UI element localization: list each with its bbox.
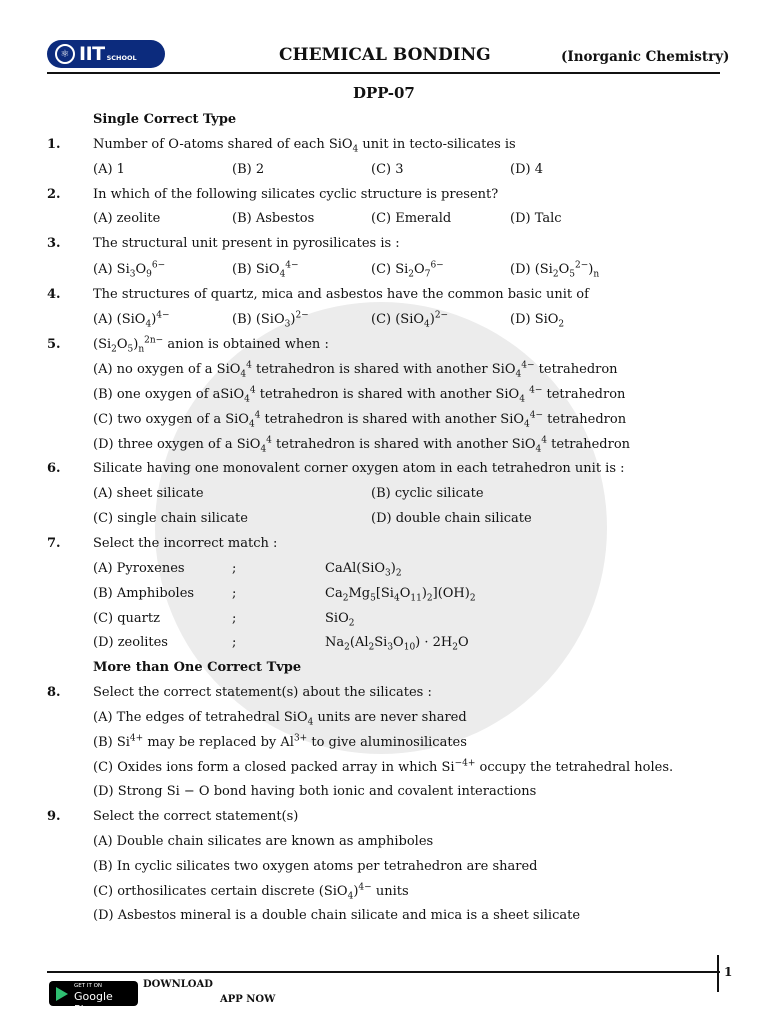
- section-heading-single: Single Correct Type: [93, 112, 237, 127]
- question-text: Number of O-atoms shared of each SiO$_4$ unit in tecto-silicates is: [93, 137, 516, 155]
- option: (B) cyclic silicate: [371, 486, 484, 501]
- option: (D) Strong Si − O bond having both ionic and covalent interactions: [93, 784, 537, 799]
- option: (C) $Si_2O_7^{6-}$: [371, 260, 444, 280]
- match-formula: $Na_2(Al_2Si_3O_{10}) \cdot 2H_2O$: [325, 635, 469, 653]
- question-number: 5.: [47, 337, 61, 352]
- page-number: 1: [724, 965, 733, 979]
- subject-label: (Inorganic Chemistry): [561, 49, 730, 65]
- atom-icon: ⚛: [55, 44, 75, 64]
- option: (A) no oxygen of a SiO$_4^4$ tetrahedron is shared with another SiO$_4^{4-}$ tetrahedron: [93, 360, 618, 380]
- option: (D) three oxygen of a SiO$_4^4$ tetrahedron is shared with another SiO$_4^4$ tetrahedron: [93, 435, 631, 455]
- option: (D) Asbestos mineral is a double chain silicate and mica is a sheet silicate: [93, 908, 581, 923]
- logo-subtext: SCHOOL: [106, 54, 137, 62]
- download-label: DOWNLOAD: [143, 979, 213, 990]
- badge-big-text: Google Play: [74, 990, 113, 1016]
- question-number: 4.: [47, 287, 61, 302]
- app-now-label: APP NOW: [220, 994, 276, 1005]
- option: (D) Talc: [510, 211, 562, 226]
- option: (B) In cyclic silicates two oxygen atoms per tetrahedron are shared: [93, 859, 538, 874]
- option: (C) Emerald: [371, 211, 452, 226]
- option: (D) 4: [510, 162, 543, 177]
- section-heading-multiple: More than One Correct Tvpe: [93, 660, 302, 675]
- option: (C) two oxygen of a SiO$_4^4$ tetrahedron is shared with another SiO$_4^{4-}$ tetrahedron: [93, 410, 627, 430]
- question-text: Silicate having one monovalent corner oxygen atom in each tetrahedron unit is :: [93, 461, 625, 476]
- match-formula: $Ca_2Mg_5[Si_4O_{11})_2](OH)_2$: [325, 586, 476, 604]
- option: (C) orthosilicates certain discrete $(SiO_4)^{4-}$ units: [93, 882, 409, 902]
- option: (C) single chain silicate: [93, 511, 248, 526]
- logo-text: IIT: [79, 43, 105, 65]
- question-number: 3.: [47, 236, 61, 251]
- question-text: Select the incorrect match :: [93, 536, 278, 551]
- question-text: In which of the following silicates cyclic structure is present?: [93, 187, 499, 202]
- question-text: The structures of quartz, mica and asbestos have the common basic unit of: [93, 287, 589, 302]
- match-name: (C) quartz: [93, 611, 160, 626]
- question-text: Select the correct statement(s): [93, 809, 299, 824]
- question-text: $(Si_2O_5)_n^{2n-}$ anion is obtained when :: [93, 335, 329, 355]
- match-name: (B) Amphiboles: [93, 586, 195, 601]
- header-divider: [47, 72, 720, 74]
- question-number: 8.: [47, 685, 61, 700]
- google-play-badge[interactable]: [49, 981, 138, 1016]
- question-text: The structural unit present in pyrosilicates is :: [93, 236, 400, 251]
- question-number: 7.: [47, 536, 61, 551]
- option: (B) $Si^{4+}$ may be replaced by $Al^{3+}$ to give aluminosilicates: [93, 733, 467, 750]
- iit-school-logo: [47, 40, 165, 68]
- match-separator: ;: [232, 635, 237, 650]
- option: (D) $(Si_2O_5^{2-})_n$: [510, 260, 600, 280]
- match-formula: SiO$_2$: [325, 611, 355, 629]
- option: (A) sheet silicate: [93, 486, 204, 501]
- option: (C) $(SiO_4)^{2-}$: [371, 310, 449, 330]
- option: (B) 2: [232, 162, 265, 177]
- question-number: 1.: [47, 137, 61, 152]
- option: (B) Asbestos: [232, 211, 315, 226]
- question-number: 9.: [47, 809, 61, 824]
- option: (B) SiO$_4^{4-}$: [232, 260, 299, 280]
- question-number: 2.: [47, 187, 61, 202]
- option: (A) The edges of tetrahedral SiO$_4$ units are never shared: [93, 710, 467, 728]
- match-name: (A) Pyroxenes: [93, 561, 185, 576]
- footer-vertical-bar: [717, 955, 719, 992]
- match-separator: ;: [232, 611, 237, 626]
- question-number: 6.: [47, 461, 61, 476]
- match-formula: $CaAl(SiO_3)_2$: [325, 561, 402, 579]
- option: (A) Double chain silicates are known as amphiboles: [93, 834, 434, 849]
- match-name: (D) zeolites: [93, 635, 168, 650]
- footer-divider: [47, 971, 720, 973]
- option: (A) 1: [93, 162, 125, 177]
- option: (C) Oxides ions form a closed packed array in which $Si^{-4+}$ occupy the tetrahedral holes.: [93, 758, 674, 775]
- badge-small-text: GET IT ON: [74, 983, 103, 989]
- option: (B) one oxygen of aSiO$_4^4$ tetrahedron is shared with another SiO$_4$ $^{4-}$ tetrahedron: [93, 385, 626, 405]
- option: (A) $Si_3O_9^{6-}$: [93, 260, 166, 280]
- play-triangle-icon: [56, 987, 68, 1001]
- option: (A) $(SiO_4)^{4-}$: [93, 310, 170, 330]
- option: (C) 3: [371, 162, 404, 177]
- match-separator: ;: [232, 586, 237, 601]
- option: (B) $(SiO_3)^{2-}$: [232, 310, 309, 330]
- option: (D) SiO$_2$: [510, 312, 565, 330]
- question-text: Select the correct statement(s) about the silicates :: [93, 685, 432, 700]
- match-separator: ;: [232, 561, 237, 576]
- page-title: CHEMICAL BONDING: [279, 45, 491, 65]
- dpp-title: DPP-07: [353, 84, 415, 102]
- option: (D) double chain silicate: [371, 511, 532, 526]
- option: (A) zeolite: [93, 211, 161, 226]
